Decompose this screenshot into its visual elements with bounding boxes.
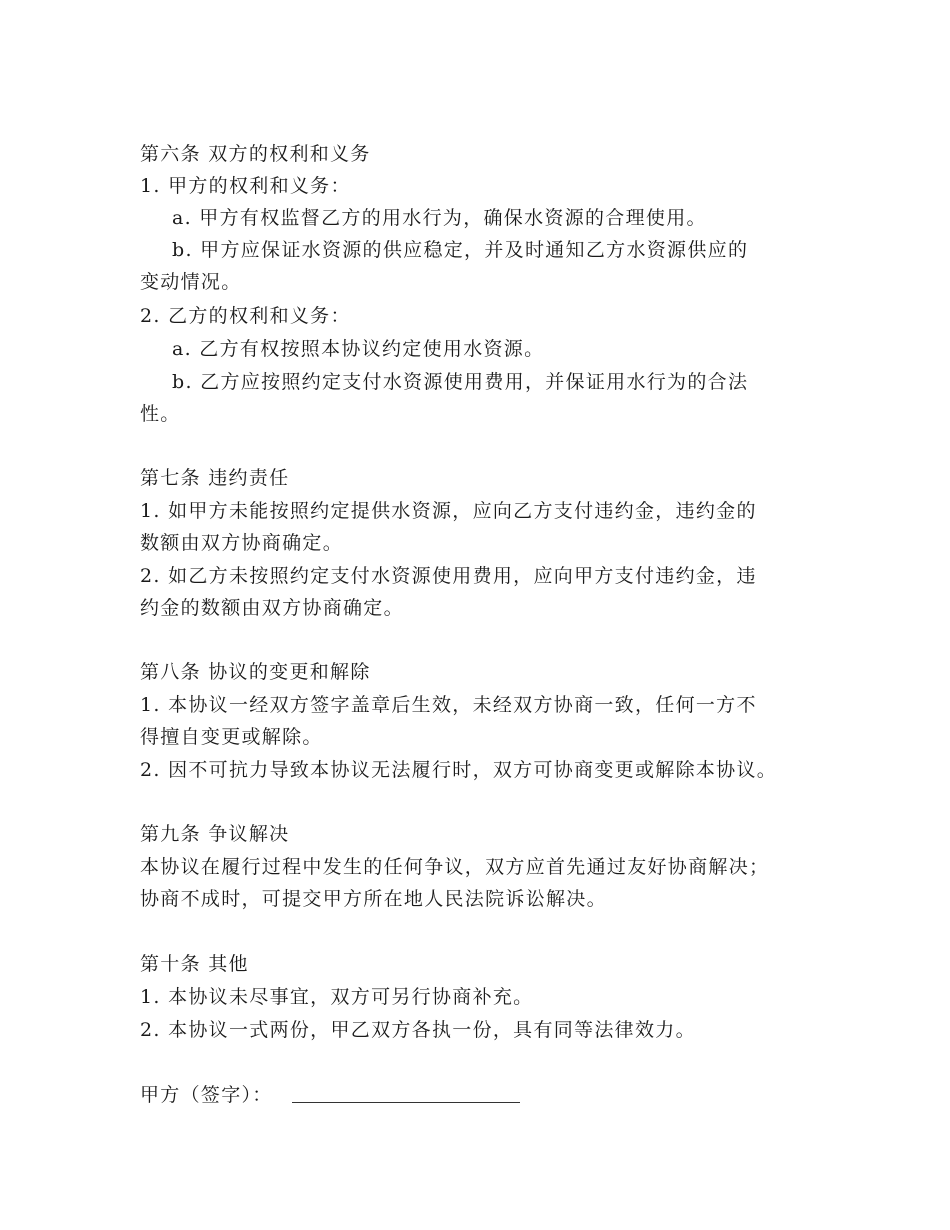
article-6-item-1a: a. 甲方有权监督乙方的用水行为，确保水资源的合理使用。 bbox=[172, 207, 707, 229]
article-10-item-2: 2. 本协议一式两份，甲乙双方各执一份，具有同等法律效力。 bbox=[140, 1019, 696, 1041]
article-6-item-1: 1. 甲方的权利和义务： bbox=[140, 175, 351, 197]
article-8-item-2: 2. 因不可抗力导致本协议无法履行时，双方可协商变更或解除本协议。 bbox=[140, 759, 778, 781]
article-8-item-1-line-1: 1. 本协议一经双方签字盖章后生效，未经双方协商一致，任何一方不 bbox=[140, 694, 757, 716]
article-7-item-2-line-2: 约金的数额由双方协商确定。 bbox=[140, 597, 404, 619]
article-7-item-2-line-1: 2. 如乙方未按照约定支付水资源使用费用，应向甲方支付违约金，违 bbox=[140, 565, 757, 587]
article-9-body-line-2: 协商不成时，可提交甲方所在地人民法院诉讼解决。 bbox=[140, 888, 607, 910]
article-8-item-1-line-2: 得擅自变更或解除。 bbox=[140, 726, 323, 748]
article-6-item-1b-line-2: 变动情况。 bbox=[140, 271, 242, 293]
article-10-title: 第十条 其他 bbox=[140, 953, 249, 975]
article-9-title: 第九条 争议解决 bbox=[140, 823, 290, 845]
article-8-title: 第八条 协议的变更和解除 bbox=[140, 661, 371, 683]
article-6-title: 第六条 双方的权利和义务 bbox=[140, 143, 371, 165]
article-6-item-1b-line-1: b. 甲方应保证水资源的供应稳定，并及时通知乙方水资源供应的 bbox=[172, 239, 749, 261]
article-7-item-1-line-1: 1. 如甲方未能按照约定提供水资源，应向乙方支付违约金，违约金的 bbox=[140, 500, 757, 522]
party-a-signature-line bbox=[292, 1102, 520, 1103]
article-6-item-2: 2. 乙方的权利和义务： bbox=[140, 305, 351, 327]
article-7-title: 第七条 违约责任 bbox=[140, 467, 290, 489]
article-7-item-1-line-2: 数额由双方协商确定。 bbox=[140, 532, 344, 554]
article-6-item-2a: a. 乙方有权按照本协议约定使用水资源。 bbox=[172, 338, 545, 360]
article-6-item-2b-line-1: b. 乙方应按照约定支付水资源使用费用，并保证用水行为的合法 bbox=[172, 371, 749, 393]
article-6-item-2b-line-2: 性。 bbox=[140, 403, 181, 425]
article-9-body-line-1: 本协议在履行过程中发生的任何争议，双方应首先通过友好协商解决； bbox=[140, 856, 770, 878]
party-a-signature-label: 甲方（签字）： bbox=[140, 1084, 273, 1106]
article-10-item-1: 1. 本协议未尽事宜，双方可另行协商补充。 bbox=[140, 986, 534, 1008]
